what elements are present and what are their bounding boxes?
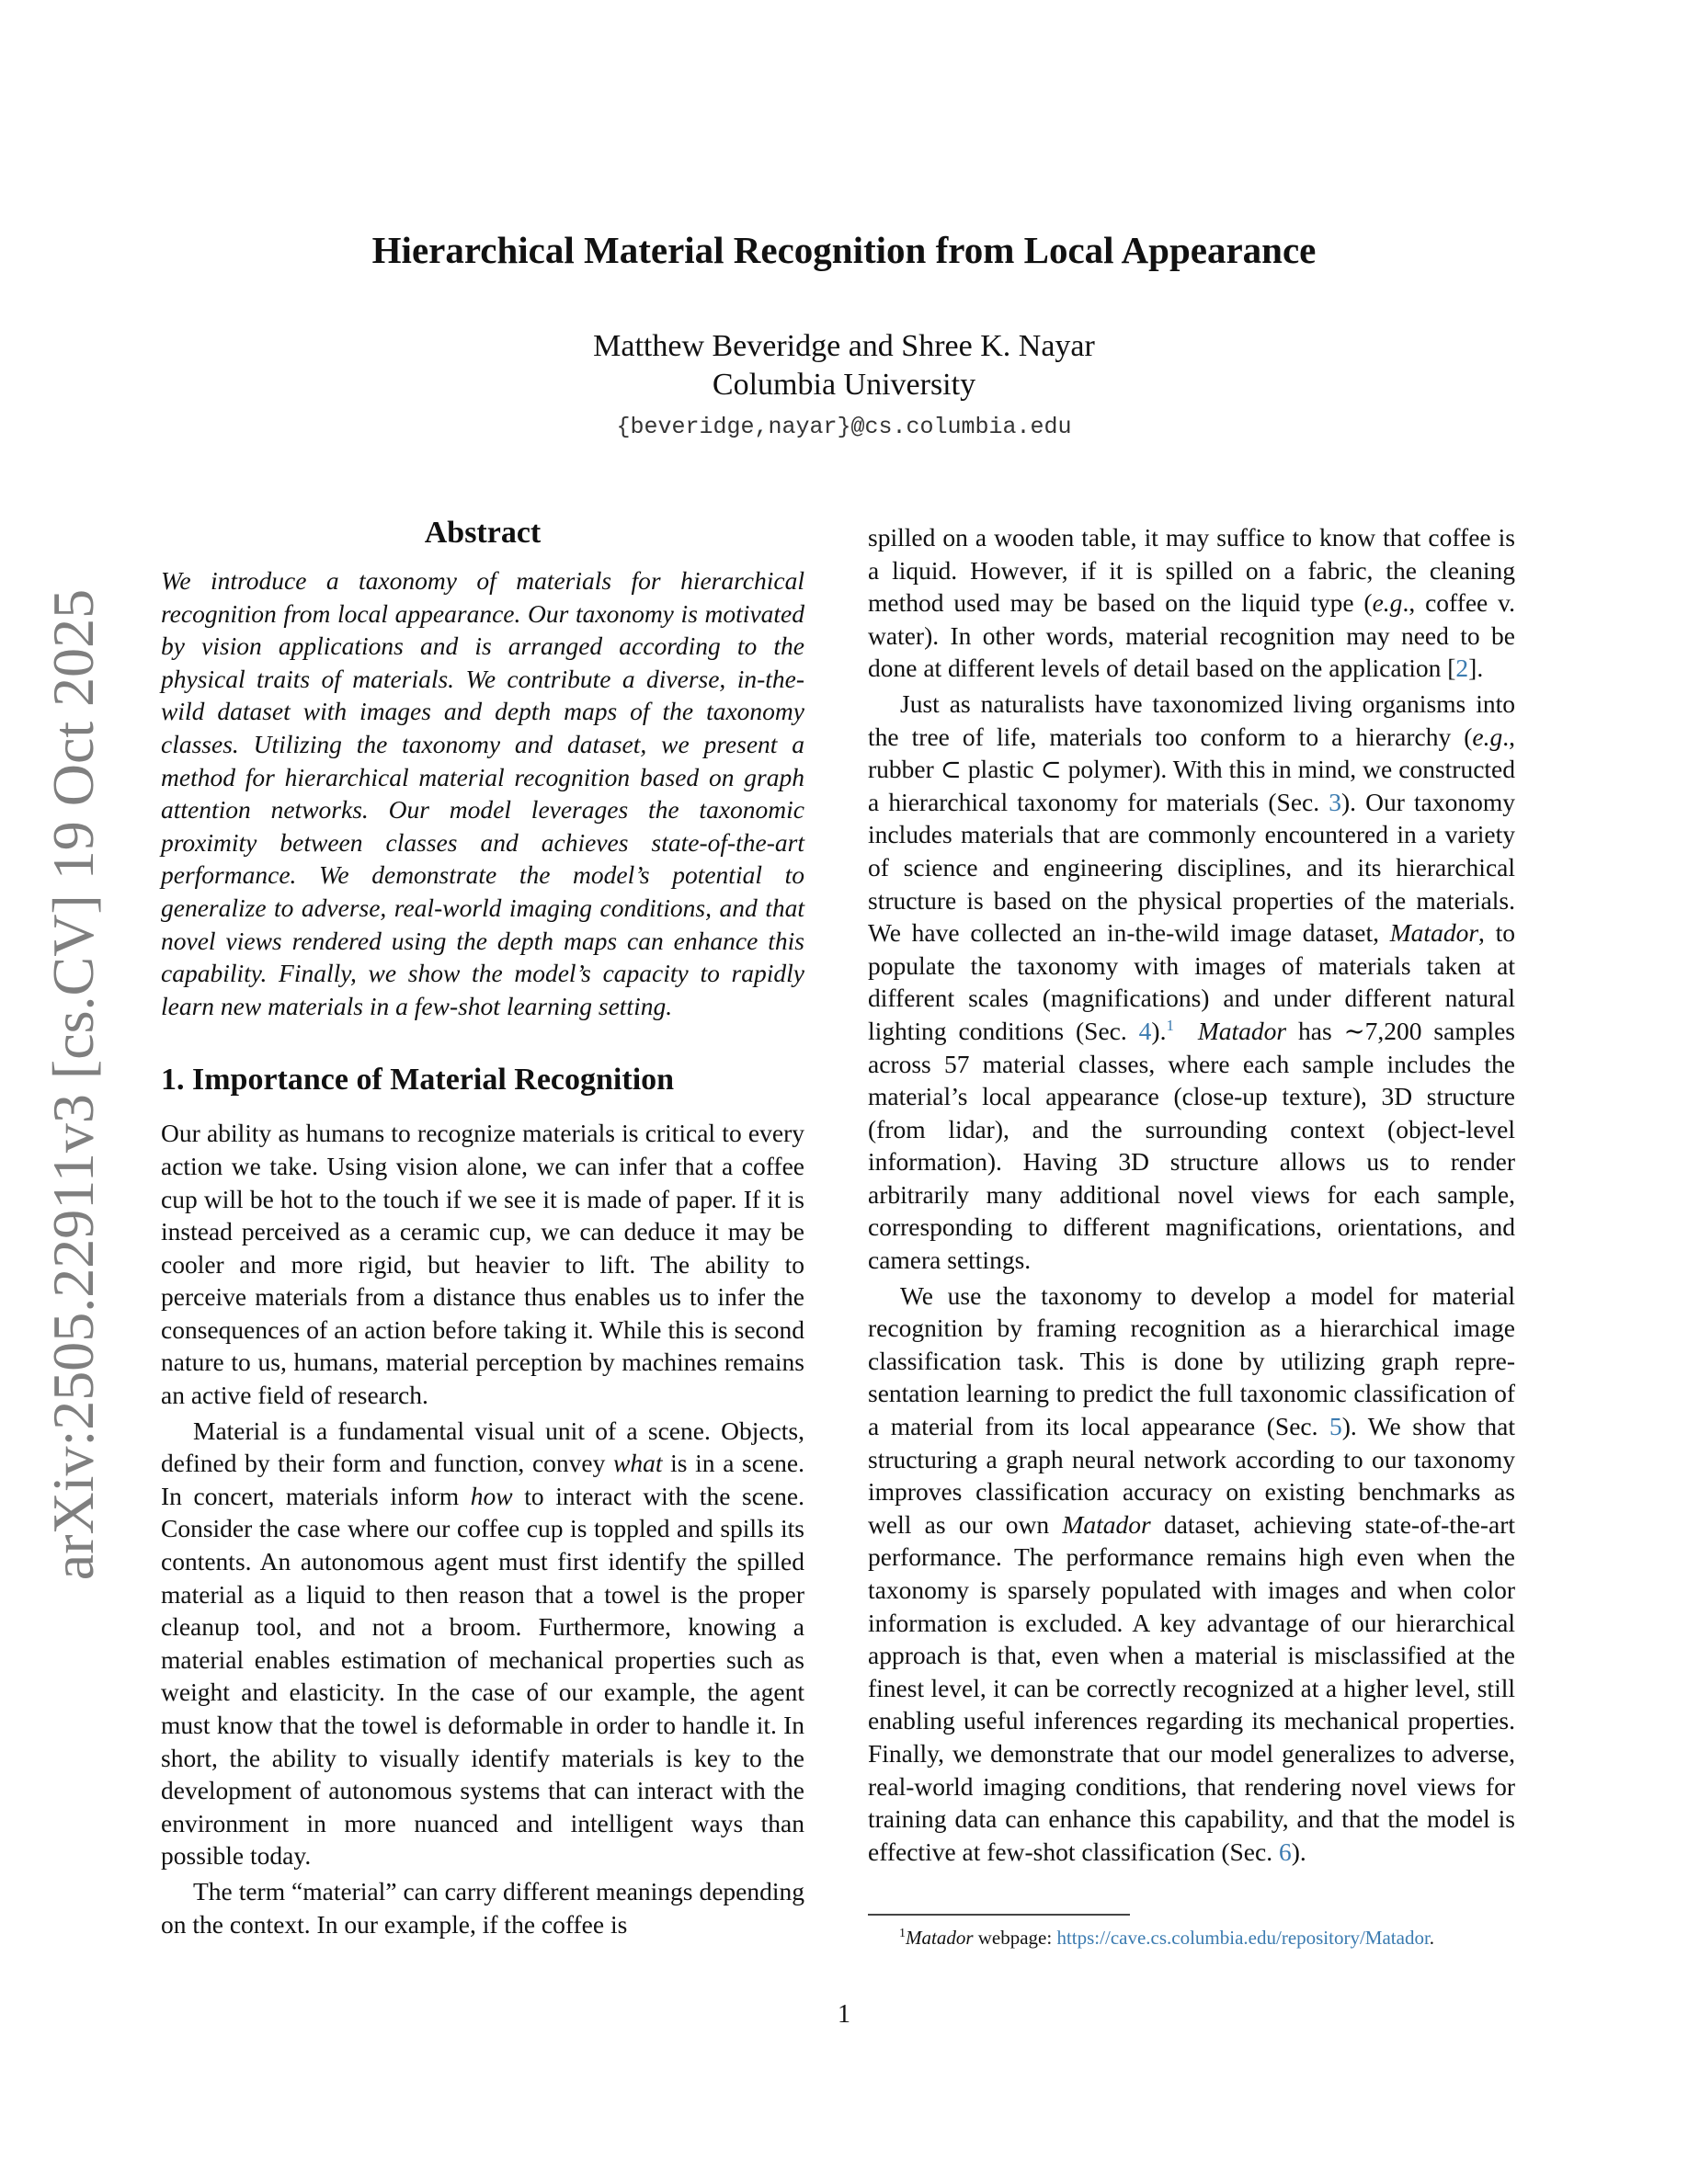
text-run: Material is a fundamental visual unit of a scene. Objects, defined by their form and function, convey xyxy=(161,1416,804,1478)
emphasis-eg: e.g xyxy=(1372,588,1403,618)
footnote xyxy=(899,1921,1434,1951)
text-run: We use the taxonomy to develop a model for material recognition by framing recognition as a hierarchical image classification task. This is done by utilizing graph representation learning to predict the full taxonomic classification of a material from its local appearance (Sec. xyxy=(868,1280,1515,1441)
page-number: 1 xyxy=(838,2000,850,2029)
text-run: has ∼7,200 samples across 57 material classes, where each sample includes the material’s local appearance (close-up texture), 3D structure (from lidar), and the surrounding context (object-level information). Having 3D structure allows us to render arbitrarily many additional novel views for each sample, corresponding to different magnifications, orientations, and camera settings. xyxy=(868,1016,1516,1275)
emphasis-how: how xyxy=(470,1481,513,1510)
author-email: {beveridge,nayar}@cs.columbia.edu xyxy=(616,414,1072,440)
author-block xyxy=(0,327,1688,404)
footnote-mark: 1 xyxy=(899,1927,906,1940)
text-run: is in a scene. In concert, materials inform xyxy=(161,1449,804,1510)
text-run: dataset, achieving state-of-the-art performance. The performance remains high even when the taxonomy is sparsely populated with images and when color information is excluded. A key advantage of our hierarchical approach is that, even when a material is misclassified at the finest level, it can be correctly recognized at a higher level, still enabling useful inferences regarding its mechanical properties. Finally, we demonstrate that our model generalizes to adverse, real-world imaging conditions, that rendering novel views for training data can enhance this capability, and that the model is effective at few-shot classification (Sec. xyxy=(868,1509,1515,1866)
footnote-label: Matador xyxy=(906,1927,974,1949)
abstract-body: We introduce a taxonomy of materials for hierarchical recognition from local appearance. Our taxonomy is motivated by vision applications and is arranged according to the physical traits of materials. We contribute a diverse, in-the-wild dataset with images and depth maps of the taxonomy classes. Utilizing the taxonomy and dataset, we present a method for hierarchical material recognition based on graph attention networks. Our model leverages the taxonomic proximity between classes and achieves state-of-the-art performance. We demonstrate the model’s potential to generalize to adverse, real-world imaging conditions, and that novel views rendered using the depth maps can enhance this capability. Finally, we show the model’s capacity to rapidly learn new materials in a few-shot learning setting. xyxy=(161,566,804,1020)
paragraph xyxy=(161,1415,804,1872)
author-names: Matthew Beveridge and Shree K. Nayar xyxy=(593,329,1095,363)
text-run: , to populate the taxonomy with images of materials taken at different scales (magnifications) and under different natural lighting conditions (Sec. xyxy=(868,918,1516,1045)
text-run: ). Our taxonomy includes materials that are commonly encountered in a variety of science and engineering disciplines, and its hierarchical structure is based on the physical properties of the materials. We have collected an in-the-wild image dataset, xyxy=(868,787,1515,948)
emphasis-eg: e.g xyxy=(1472,722,1503,751)
arxiv-stamp-text: arXiv:2505.22911v3 [cs.CV] 19 Oct 2025 xyxy=(40,588,106,1581)
emphasis-matador: Matador xyxy=(1197,1016,1287,1045)
matador-url-link[interactable]: https://cave.cs.columbia.edu/repository/Matador xyxy=(1056,1927,1430,1949)
section-ref-link[interactable]: 3 xyxy=(1329,787,1341,816)
paragraph: The term “material” can carry different meanings depending on the context. In our example, if the coffee is xyxy=(161,1876,804,1939)
right-column xyxy=(868,521,1515,1868)
footnote-divider xyxy=(868,1914,1130,1916)
footnote-link[interactable]: 1 xyxy=(1166,1016,1174,1034)
emphasis-what: what xyxy=(613,1449,663,1478)
paragraph xyxy=(868,521,1515,685)
affiliation: Columbia University xyxy=(712,368,976,402)
left-column xyxy=(161,515,804,1940)
text-run: Just as naturalists have taxonomized living organisms into the tree of life, materials too conform to a hierarchy ( xyxy=(868,688,1515,751)
paragraph xyxy=(868,688,1515,1277)
text-run: ). xyxy=(1151,1016,1167,1045)
text-run: to interact with the scene. Consider the case where our coffee cup is toppled and spills its contents. An autonomous agent must first identify the spilled material as a liquid to then reason that a towel is the proper cleanup tool, and not a broom. Furthermore, knowing a material enables estimation of mechanical properties such as weight and elasticity. In the case of our example, the agent must know that the towel is deformable in order to handle it. In short, the ability to visually identify materials is key to the development of autonomous systems that can interact with the environment in more nuanced and intelligent ways than possible today. xyxy=(161,1481,804,1871)
citation-link[interactable]: 2 xyxy=(1455,654,1469,683)
arxiv-stamp xyxy=(18,588,129,1581)
text-run: ]. xyxy=(1468,654,1484,683)
footnote-text: . xyxy=(1429,1927,1435,1949)
emphasis-matador: Matador xyxy=(1062,1509,1151,1539)
text-run: ). xyxy=(1291,1837,1306,1866)
text-run: ., coffee v. water). In other words, material recognition may need to be done at different levels of detail based on the application [ xyxy=(868,588,1515,683)
section-ref-link[interactable]: 6 xyxy=(1278,1837,1292,1866)
paper-title: Hierarchical Material Recognition from Local Appearance xyxy=(371,229,1317,271)
text-run: spilled on a wooden table, it may suffice to know that coffee is a liquid. However, if it is spilled on a fabric, the cleaning method used may be based on the liquid type ( xyxy=(868,523,1515,618)
paragraph xyxy=(868,1280,1515,1869)
text-run: ). We show that structuring a graph neural network according to our taxonomy improves classification accuracy on existing benchmarks as well as our own xyxy=(868,1412,1515,1539)
section-ref-link[interactable]: 4 xyxy=(1138,1016,1152,1045)
emphasis-matador: Matador xyxy=(1389,918,1479,948)
text-run: ., rubber ⊂ plastic ⊂ polymer). With this in mind, we constructed a hierarchical taxonomy for materials (Sec. xyxy=(868,722,1515,816)
paragraph: Our ability as humans to recognize materials is critical to every action we take. Using vision alone, we can infer that a coffee cup will be hot to the touch if we see it is made of paper. If it is instead perceived as a ceramic cup, we can deduce it may be cooler and more rigid, but heavier to lift. The ability to perceive materials from a distance thus enables us to infer the consequences of an action before taking it. While this is second nature to us, humans, material perception by machines remains an active field of research. xyxy=(161,1119,804,1410)
section-ref-link[interactable]: 5 xyxy=(1329,1412,1342,1441)
abstract-heading: Abstract xyxy=(424,516,542,550)
section-1-heading: 1. Importance of Material Recognition xyxy=(161,1063,675,1098)
footnote-text: webpage: xyxy=(973,1927,1057,1949)
